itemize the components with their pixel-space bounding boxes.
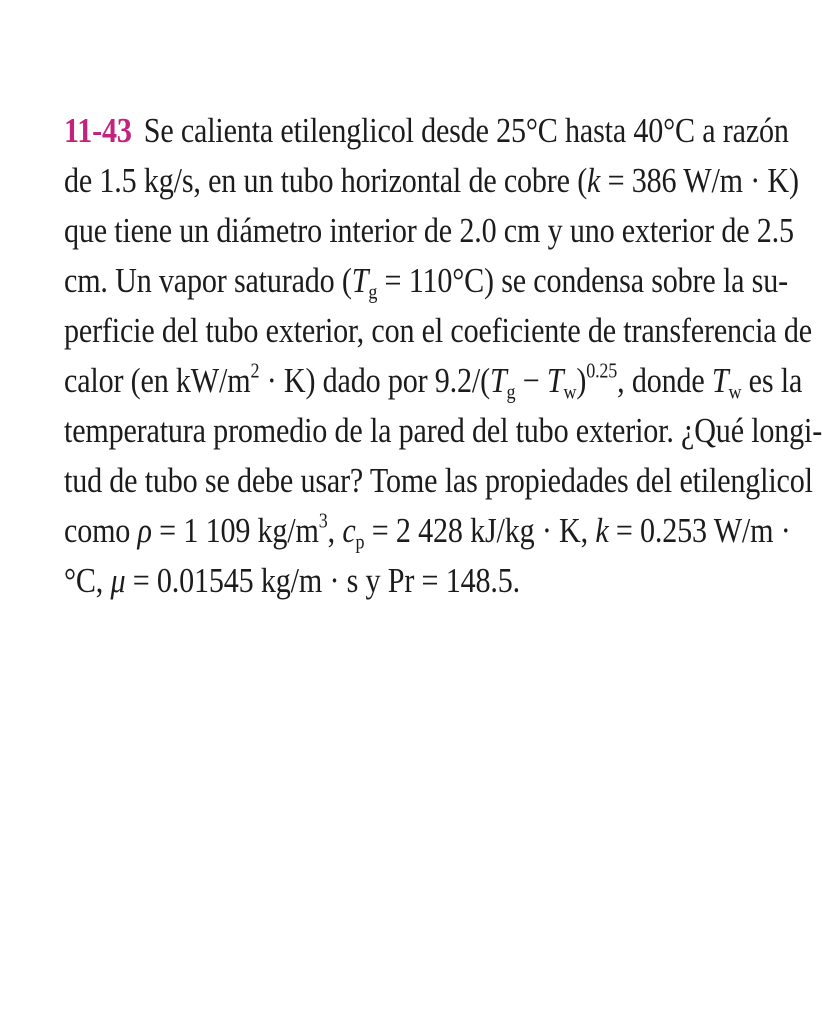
problem-line-4: cm. Un vapor saturado $(T_g = 110^\circ C)$ se condensa sobre la su- — [64, 261, 788, 304]
problem-line-8: tud de tubo se debe usar? Tome las propiedades del etilenglicol — [64, 461, 813, 500]
problem-line-10: °C, μ = 0.01545 kg/m · s y Pr = 148.5. — [64, 561, 520, 600]
problem-line-5: perficie del tubo exterior, con el coeficiente de transferencia de — [64, 311, 812, 350]
line-1-text: Se calienta etilenglicol desde 25°C hasta 40°C a razón — [143, 111, 789, 150]
problem-line-7: temperatura promedio de la pared del tubo exterior. ¿Qué longi- — [64, 411, 822, 450]
problem-line-6: calor (en $kW/m^2 \cdot K$) dado por $9.2/(T_g - T_w)^{0.25}$, donde $T_w$ es la — [64, 358, 803, 404]
problem-line-3: que tiene un diámetro interior de 2.0 cm y uno exterior de 2.5 — [64, 211, 794, 250]
problem-line-1 — [64, 106, 789, 156]
problem-line-2: de 1.5 kg/s, en un tubo horizontal de cobre (k = 386 W/m · K) — [64, 161, 799, 200]
problem-text — [64, 106, 822, 606]
problem-number: 11-43 — [64, 111, 132, 150]
problem-line-9: como ρ = 1 109 $kg/m^3$, $c_p = 2$ 428 kJ/kg · K, k = 0.253 W/m · — [64, 508, 791, 554]
